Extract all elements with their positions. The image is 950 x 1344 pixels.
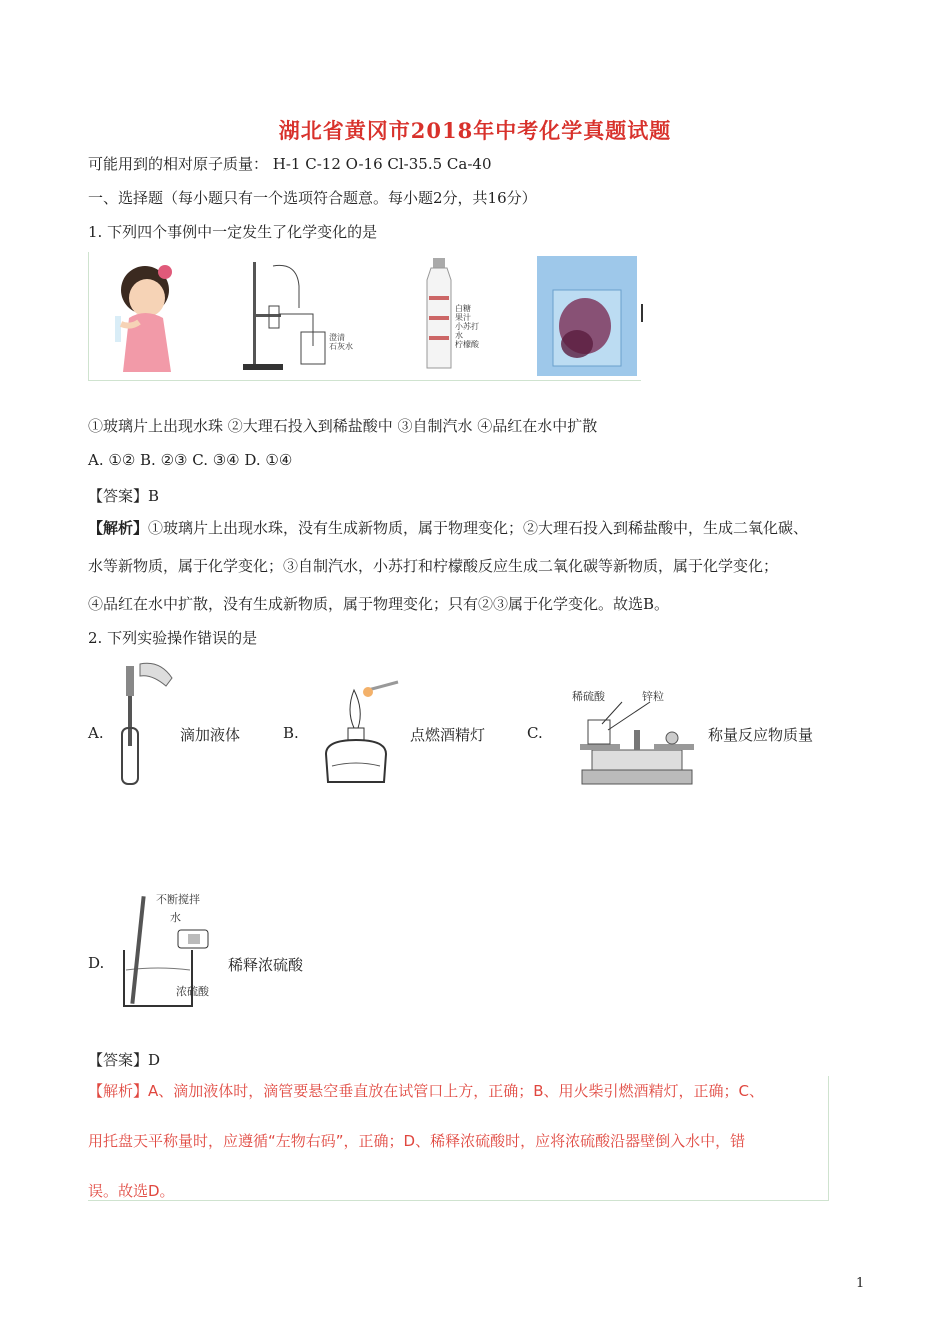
section-heading: 一、选择题（每小题只有一个选项符合题意。每小题2分，共16分） <box>88 189 537 207</box>
water-label: 水 <box>170 911 181 924</box>
limewater-label: 澄清 石灰水 <box>329 333 353 351</box>
q1-items: ①玻璃片上出现水珠 ②大理石投入到稀盐酸中 ③自制汽水 ④品红在水中扩散 <box>88 417 598 435</box>
q1-analysis-line-2: 水等新物质，属于化学变化；③自制汽水，小苏打和柠檬酸反应生成二氧化碳等新物质，属于化学变化； <box>88 557 779 575</box>
q1-stem: 1. 下列四个事例中一定发生了化学变化的是 <box>88 223 378 241</box>
q2-option-d-letter: D. <box>88 954 105 972</box>
retort-stand-apparatus <box>239 256 339 374</box>
q1-analysis-line-1: 【解析】①玻璃片上出现水珠，没有生成新物质，属于物理变化；②大理石投入到稀盐酸中，生成二氧化碳、 <box>88 519 809 537</box>
q1-analysis-line-3: ④品红在水中扩散，没有生成新物质，属于物理变化；只有②③属于化学变化。故选B。 <box>88 595 670 613</box>
q2-option-d-text: 稀释浓硫酸 <box>228 956 304 974</box>
girl-breathing-illustration <box>101 258 191 376</box>
soda-bottle <box>419 256 459 374</box>
zinc-label: 锌粒 <box>642 690 664 703</box>
q2-option-a-letter: A. <box>88 724 104 742</box>
q1-options: A. ①② B. ②③ C. ③④ D. ①④ <box>88 451 293 469</box>
page-title: 湖北省黄冈市2018年中考化学真题试题 <box>278 118 672 143</box>
atomic-masses: 可能用到的相对原子质量： H-1 C-12 O-16 Cl-35.5 Ca-40 <box>88 155 492 173</box>
q2-answer: 【答案】D <box>88 1051 161 1069</box>
q2-option-b-text: 点燃酒精灯 <box>410 726 486 744</box>
dropper-test-tube-figure <box>110 660 182 788</box>
q2-analysis-line-3: 误。故选D。 <box>88 1182 175 1200</box>
alcohol-lamp-figure <box>312 680 408 788</box>
q2-option-b-letter: B. <box>283 724 299 742</box>
page-number: 1 <box>856 1276 865 1291</box>
dilute-acid-label: 稀硫酸 <box>572 690 605 703</box>
dye-diffusion-beaker <box>537 256 637 376</box>
q1-answer: 【答案】B <box>88 487 160 505</box>
q2-analysis-line-1: 【解析】A、滴加液体时，滴管要悬空垂直放在试管口上方，正确；B、用火柴引燃酒精灯，正确；C、 <box>88 1082 765 1100</box>
q2-option-c-text: 称量反应物质量 <box>708 726 814 744</box>
balance-scale-figure <box>572 690 702 788</box>
q2-option-c-letter: C. <box>527 724 543 742</box>
q2-analysis-line-2: 用托盘天平称量时，应遵循“左物右码”，正确；D、稀释浓硫酸时，应将浓硫酸沿器壁倒入水中，错 <box>88 1132 746 1150</box>
concentrated-acid-label: 浓硫酸 <box>176 985 209 998</box>
border-mark <box>641 304 643 322</box>
stir-label: 不断搅拌 <box>156 893 200 906</box>
q2-option-a-text: 滴加液体 <box>180 726 241 744</box>
soda-ingredients-label: 白糖 果汁 小苏打 水 柠檬酸 <box>455 304 479 349</box>
q1-figure-strip <box>88 252 641 381</box>
q2-stem: 2. 下列实验操作错误的是 <box>88 629 258 647</box>
